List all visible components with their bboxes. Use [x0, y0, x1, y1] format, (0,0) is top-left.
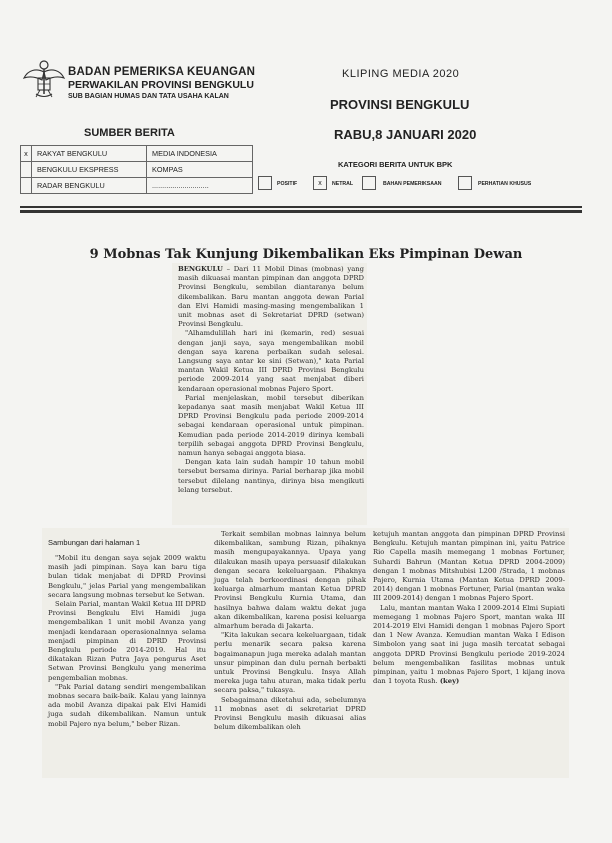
source-mark [21, 162, 32, 178]
divider [20, 206, 582, 208]
category-label: BAHAN PEMERIKSAAN [383, 181, 442, 187]
category-label: NETRAL [332, 181, 354, 187]
paragraph: "Pak Parial datang sendiri mengembalikan mobnas secara baik-baik. Kalau yang lainnya ada mobil Avanza dipakai pak Elvi Hamidi juga sudah dikembalikan. Namun untuk mobil Pajero nya belum," beber Rizan. [48, 682, 206, 728]
category-checkbox-netral: x [313, 176, 327, 190]
paragraph: ketujuh mantan anggota dan pimpinan DPRD Provinsi Bengkulu. Ketujuh mantan pimpinan ini, yaitu Patrice Rio Capella masih memegang 1 mobnas Fortuner, Suhardi Bahrun (Mantan Ketua DPRD 2004-2009) dengan 1 mobnas Mitshubisi L200 /Strada, 1 mobnas Pajero, Kurnia Utama (Mantan Ketua DPRD 2009-2014) dengan 1 mobnas Fortuner, Parial (mantan waka III 2009-2014) dengan 1 mobnas Pajero Sport. [373, 530, 565, 603]
paragraph: Terkait sembilan mobnas lainnya belum dikembalikan, sambung Rizan, pihaknya masih mengupayakannya. Upaya yang dilakukan masih upaya persuasif dilakukan dengan secara kekeluargaan. Pihaknya juga telah berkoordinasi dengan pihak keluarga almarhum mantan Ketua DPRD Provinsi Bengkulu Kurnia Utama, dan hasilnya bahwa dalam waktu dekat juga akan dikembalikan, karena posisi keluarga almarhum berada di Jakarta. [214, 530, 366, 631]
paragraph: Parial menjelaskan, mobil tersebut diberikan kepadanya saat masih menjabat Wakil Ketua III DPRD Provinsi Bengkulu pada periode 2009-2014 sebagai kendaraan operasional untuk pimpinan. Kemudian pada periode 2014-2019 dirinya kembali terpilih sebagai anggota DPRD Provinsi Bengkulu, namun hanya sebagai anggota biasa. [178, 393, 364, 458]
paragraph: Lalu, mantan mantan Waka I 2009-2014 Elmi Supiati memegang 1 mobnas Pajero Sport, mantan waka III 2014-2019 Elvi Hamidi dengan 1 mobnas Pajero Sport dan 1 New Avanza. Kemudian mantan Waka I Edison Simbolon yang saat ini juga masih tercatat sebagai anggota DPRD Provinsi Bengkulu periode 2019-2024 belum mengembalikan fasilitas mobnas untuk pimpinan, yaitu 1 mobnas Pajero Sport, 1 kijang inova dan 1 toyota Rush. [373, 603, 565, 686]
article-column-3 [214, 530, 366, 732]
category-checkbox-positif [258, 176, 272, 190]
article-column-2 [48, 554, 206, 729]
org-subdivision: SUB BAGIAN HUMAS DAN TATA USAHA KALAN [68, 93, 229, 100]
table-row [21, 146, 253, 162]
clipping-date: RABU,8 JANUARI 2020 [334, 127, 477, 142]
province-title: PROVINSI BENGKULU [330, 97, 470, 112]
table-row [21, 178, 253, 194]
divider [20, 210, 582, 213]
org-name: BADAN PEMERIKSA KEUANGAN [68, 66, 256, 78]
continued-label: Sambungan dari halaman 1 [48, 538, 141, 547]
paragraph: "Kita lakukan secara kekeluargaan, tidak perlu menarik secara paksa karena bagaimanapun juga mereka adalah mantan unsur pimpinan dan dulu pernah berbakti untuk Provinsi Bengkulu. Insya Allah mereka juga tahu aturan, maka tidak perlu secara paksa," tukasya. [214, 631, 366, 695]
sumber-berita-title: SUMBER BERITA [84, 127, 175, 139]
article-column-4 [373, 530, 565, 686]
article-headline: 9 Mobnas Tak Kunjung Dikembalikan Eks Pimpinan Dewan [89, 247, 523, 262]
garuda-emblem-icon [22, 56, 66, 100]
table-row [21, 162, 253, 178]
source-mark [21, 178, 32, 194]
source-name: MEDIA INDONESIA [147, 146, 253, 162]
signoff: (key) [439, 677, 460, 686]
source-name: KOMPAS [147, 162, 253, 178]
source-name: BENGKULU EKSPRESS [32, 162, 147, 178]
dateline: BENGKULU [178, 265, 223, 273]
paragraph: Dengan kata lain sudah hampir 10 tahun mobil tersebut bersama dirinya. Parial berharap jika mobil tersebut dilelang nantinya, dirinya bisa mengikuti lelang tersebut. [178, 458, 364, 494]
paragraph: Sebagaimana diketahui ada, sebelumnya 11 mobnas aset di sekretariat DPRD Provinsi Bengkulu masih dikuasai alias belum dikembalikan oleh [214, 695, 366, 732]
category-label: POSITIF [277, 181, 298, 187]
paragraph: Selain Parial, mantan Wakil Ketua III DPRD Provinsi Bengkulu Elvi Hamidi juga mengembalikan 1 unit mobil Avanza yang menjadi kendaraan operasionalnnya selama menjadi pimpinan di DPRD Provinsi Bengkulu periode 2014-2019. Hal itu dikatakan Rizan Putra Jaya pengurus Aset Setwan Provinsi Bengkulu yang menerima pengembalian mobnas. [48, 600, 206, 682]
source-mark: x [21, 146, 32, 162]
kategori-title: KATEGORI BERITA UNTUK BPK [338, 160, 453, 169]
source-name: RADAR BENGKULU [32, 178, 147, 194]
source-name: RAKYAT BENGKULU [32, 146, 147, 162]
category-label: PERHATIAN KHUSUS [478, 181, 532, 187]
kliping-title: KLIPING MEDIA 2020 [342, 68, 460, 80]
paragraph: – Dari 11 Mobil Dinas (mobnas) yang masih dikuasai mantan pimpinan dan anggota DPRD Provinsi Bengkulu, sembilan diantaranya belum dikembalikan. Baru mantan anggota dewan Parial dan Elvi Hamidi masing-masing mengembalikan 1 unit mobnas aset di Sekretariat DPRD (setwan) Provinsi Bengkulu. [178, 265, 364, 329]
category-checkbox-perhatian [458, 176, 472, 190]
article-column-1 [178, 265, 364, 495]
sumber-berita-table [20, 145, 253, 194]
paragraph: "Mobil itu dengan saya sejak 2009 waktu masih jadi pimpinan. Saya kan baru tiga bulan tidak menjabat di DPRD Provinsi Bengkulu," jelas Parial yang mengembalikan secara langsung mobnas tersebut ke Setwan. [48, 554, 206, 599]
paragraph: "Alhamdulillah hari ini (kemarin, red) sesuai dengan janji saya, saya mengembalikan mobil dengan saya karena perbaikan sudah selesai. Langsung saya antar ke sini (Setwan)," kata Parial mantan Wakil Ketua III DPRD Provinsi Bengkulu periode 2009-2014 yang saat menjabat diberi kendaraan operasional mobnas Pajero Sport. [178, 329, 364, 393]
org-branch: PERWAKILAN PROVINSI BENGKULU [68, 79, 254, 91]
category-checkbox-bahan [362, 176, 376, 190]
source-name: ............................ [147, 178, 253, 194]
